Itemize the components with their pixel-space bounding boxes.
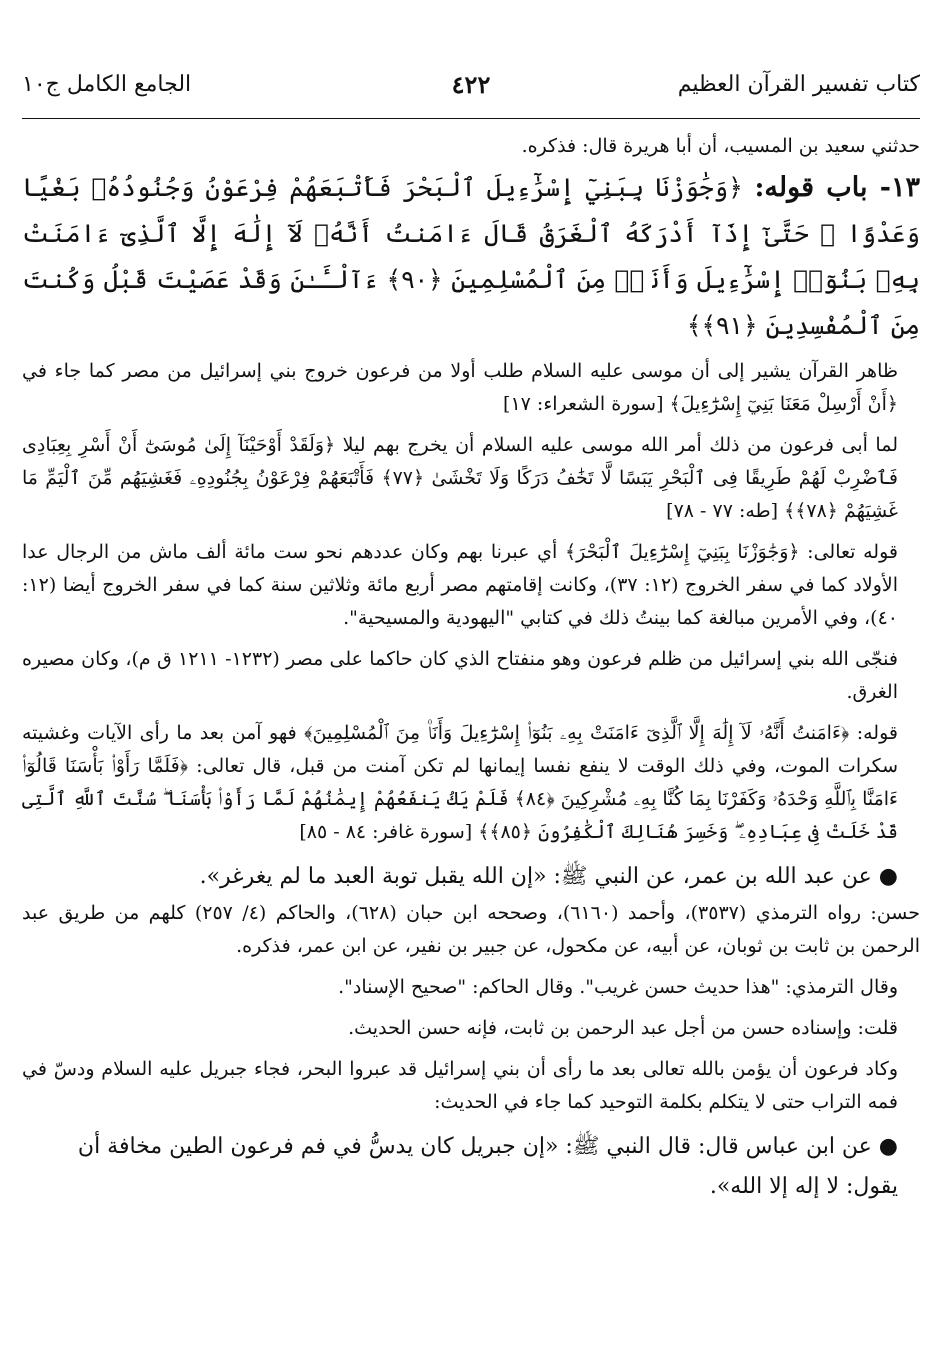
paragraph-4: فنجّى الله بني إسرائيل من ظلم فرعون وهو منفتاح الذي كان حاكما على مصر (١٢٣٢- ١٢١١ ق م)، وكان مصيره الغرق. (22, 648, 898, 703)
chapter-ayah: ﴿وَجَٰوَزْنَا بِبَنِيٓ إِسْرَٰٓءِيلَ ٱلْبَحْرَ فَأَتْبَعَهُمْ فِرْعَوْنُ وَجُنُودُهُۥ بَغْيًا وَعَدْوًا ۖ حَتَّىٰٓ إِذَآ أَدْرَكَهُ ٱلْغَرَقُ قَالَ ءَامَنتُ أَنَّهُۥ لَآ إِلَٰهَ إِلَّا ٱلَّذِىٓ ءَامَنَتْ بِهِۦ بَنُوٓا۟ إِسْرَٰٓءِيلَ وَأَنَا۠ مِنَ ٱلْمُسْلِمِينَ ﴿٩٠﴾ ءَآلْـَٔـٰنَ وَقَدْ عَصَيْتَ قَبْلُ وَكُنتَ مِنَ ٱلْمُفْسِدِينَ ﴿٩١﴾﴾ (22, 173, 920, 340)
chapter-heading (22, 165, 920, 349)
takhrij-1: حسن: رواه الترمذي (٣٥٣٧)، وأحمد (٦١٦٠)، وصححه ابن حبان (٦٢٨)، والحاكم (٤/ ٢٥٧) كلهم من طريق عبد الرحمن بن ثابت بن ثوبان، عن أبيه، عن مكحول، عن جبير بن نفير، عن ابن عمر، فذكره. (22, 902, 920, 957)
note-1: وقال الترمذي: "هذا حديث حسن غريب". وقال الحاكم: "صحيح الإسناد". (338, 976, 898, 998)
paragraph-1: ظاهر القرآن يشير إلى أن موسى عليه السلام طلب أولا من فرعون خروج بني إسرائيل من مصر كما جاء في ﴿أَنْ أَرْسِلْ مَعَنَا بَنِيٓ إِسْرَٰٓءِيلَ﴾ [سورة الشعراء: ١٧] (22, 360, 898, 415)
hadith-1: ● عن عبد الله بن عمر، عن النبي ﷺ: «إن الله يقبل توبة العبد ما لم يغرغر». (199, 864, 898, 889)
book-title: كتاب تفسير القرآن العظيم (677, 72, 920, 97)
page-number: ٤٢٢ (451, 70, 491, 99)
chapter-title: ١٣- باب قوله: (754, 172, 920, 203)
paragraph-6: وكاد فرعون أن يؤمن بالله تعالى بعد ما رأى أن بني إسرائيل قد عبروا البحر، فجاء جبريل عليه السلام ودسّ في فمه التراب حتى لا يتكلم بكلمة التوحيد كما جاء في الحديث: (22, 1058, 898, 1113)
paragraph-2: لما أبى فرعون من ذلك أمر الله موسى عليه السلام أن يخرج بهم ليلا ﴿وَلَقَدْ أَوْحَيْنَآ إِلَىٰ مُوسَىٰٓ أَنْ أَسْرِ بِعِبَادِى فَٱضْرِبْ لَهُمْ طَرِيقًا فِى ٱلْبَحْرِ يَبَسًا لَّا تَخَٰفُ دَرَكًا وَلَا تَخْشَىٰ ﴿٧٧﴾ فَأَتْبَعَهُمْ فِرْعَوْنُ بِجُنُودِهِۦ فَغَشِيَهُم مِّنَ ٱلْيَمِّ مَا غَشِيَهُمْ ﴿٧٨﴾﴾ [طه: ٧٧ - ٧٨] (22, 434, 898, 522)
paragraph-3: قوله تعالى: ﴿وَجَٰوَزْنَا بِبَنِيٓ إِسْرَٰٓءِيلَ ٱلْبَحْرَ﴾ أي عبرنا بهم وكان عددهم نحو ست مائة ألف ماش من الرجال عدا الأولاد كما في سفر الخروج (١٢: ٣٧)، وكانت إقامتهم مصر أربع مائة وثلاثين سنة كما في سفر الخروج أيضا (١٢: ٤٠)، وفي الأمرين مبالغة كما بينتُ ذلك في كتابي "اليهودية والمسيحية". (22, 541, 898, 629)
hadith-2: ● عن ابن عباس قال: قال النبي ﷺ: «إن جبريل كان يدسُّ في فم فرعون الطين مخافة أن يقول: لا إله إلا الله». (77, 1134, 898, 1199)
paragraph-5: قوله: ﴿ءَامَنتُ أَنَّهُۥ لَآ إِلَٰهَ إِلَّا ٱلَّذِىٓ ءَامَنَتْ بِهِۦ بَنُوٓا۟ إِسْرَٰٓءِيلَ وَأَنَا۠ مِنَ ٱلْمُسْلِمِينَ﴾ فهو آمن بعد ما رأى الآيات وغشيته سكرات الموت، وفي ذلك الوقت لا ينفع نفسا إيمانها لم تكن آمنت من قبل، قال تعالى: ﴿فَلَمَّا رَأَوْا۟ بَأْسَنَا قَالُوٓا۟ ءَامَنَّا بِٱللَّهِ وَحْدَهُۥ وَكَفَرْنَا بِمَا كُنَّا بِهِۦ مُشْرِكِينَ ﴿٨٤﴾ فَلَمْ يَكُ يَنفَعُهُمْ إِيمَٰنُهُمْ لَمَّا رَأَوْا۟ بَأْسَنَا ۖ سُنَّتَ ٱللَّهِ ٱلَّتِى قَدْ خَلَتْ فِى عِبَادِهِۦ ۖ وَخَسِرَ هُنَالِكَ ٱلْكَٰفِرُونَ ﴿٨٥﴾﴾ [سورة غافر: ٨٤ - ٨٥] (22, 722, 898, 843)
volume-label: الجامع الكامل ج١٠ (22, 72, 192, 97)
note-2: قلت: وإسناده حسن من أجل عبد الرحمن بن ثابت، فإنه حسن الحديث. (348, 1017, 898, 1039)
page-header (22, 66, 920, 110)
page-body (22, 130, 920, 1207)
intro-line: حدثني سعيد بن المسيب، أن أبا هريرة قال: فذكره. (521, 135, 920, 157)
header-divider (22, 118, 920, 119)
